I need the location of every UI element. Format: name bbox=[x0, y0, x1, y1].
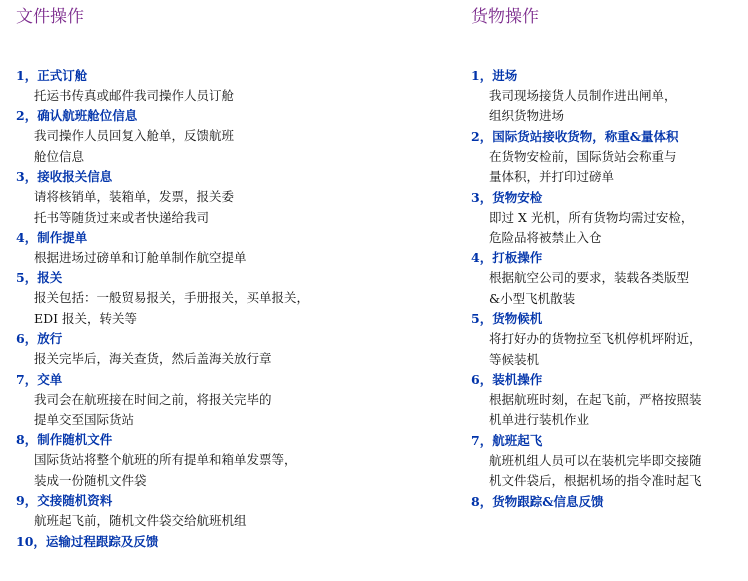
item-text: 我司会在航班接在时间之前，将报关完毕的 bbox=[34, 391, 272, 407]
item-title: 制作提单 bbox=[37, 230, 88, 246]
item-heading bbox=[471, 431, 741, 451]
list-item bbox=[16, 167, 336, 228]
item-number: 1， bbox=[471, 68, 493, 83]
item-number: 5， bbox=[471, 311, 493, 327]
item-heading bbox=[16, 532, 336, 552]
item-heading bbox=[16, 430, 336, 450]
item-title: 报关 bbox=[37, 270, 63, 286]
list-item bbox=[16, 66, 336, 106]
item-text: 根据航班时刻，在起飞前，严格按照装 bbox=[489, 392, 702, 408]
list-item bbox=[471, 309, 741, 370]
item-text: 根据进场过磅单和订舱单制作航空提单 bbox=[34, 250, 247, 266]
item-number: 7， bbox=[471, 432, 493, 448]
item-text: 机文件袋后，根据机场的指令准时起飞 bbox=[489, 473, 702, 489]
item-title: 进场 bbox=[492, 68, 518, 83]
item-number: 7， bbox=[16, 371, 38, 387]
item-text: 航班起飞前，随机文件袋交给航班机组 bbox=[34, 513, 247, 529]
item-number: 2， bbox=[471, 128, 493, 144]
list-item bbox=[16, 491, 336, 531]
item-text: 将打好办的货物拉至飞机停机坪附近， bbox=[489, 331, 702, 347]
item-text: &小型飞机散装 bbox=[489, 290, 576, 306]
item-number: 6， bbox=[471, 372, 493, 388]
item-heading bbox=[16, 329, 336, 349]
item-text: 装成一份随机文件袋 bbox=[34, 472, 147, 488]
item-text: 托运书传真或邮件我司操作人员订舱 bbox=[34, 88, 235, 103]
list-item bbox=[471, 66, 741, 127]
file-operations-column bbox=[16, 6, 336, 552]
list-item bbox=[16, 329, 336, 369]
item-text: 危险品将被禁止入仓 bbox=[489, 230, 602, 246]
item-heading bbox=[471, 248, 741, 268]
item-number: 3， bbox=[16, 169, 38, 185]
item-number: 5， bbox=[16, 270, 38, 286]
item-heading bbox=[471, 66, 741, 86]
list-item bbox=[471, 188, 741, 249]
cargo-operations-column bbox=[471, 6, 741, 512]
item-text: 根据航空公司的要求，装载各类版型 bbox=[489, 270, 690, 286]
item-text: 航班机组人员可以在装机完毕即交接随 bbox=[489, 452, 702, 468]
item-text: 即过 X 光机，所有货物均需过安检， bbox=[489, 209, 694, 225]
item-number: 2， bbox=[16, 108, 38, 124]
item-title: 制作随机文件 bbox=[37, 432, 113, 448]
item-text: 我司现场接货人员制作进出闸单， bbox=[489, 88, 677, 103]
item-text: 我司操作人员回复入舱单，反馈航班 bbox=[34, 128, 235, 144]
item-title: 接收报关信息 bbox=[37, 169, 113, 185]
item-text: 等候装机 bbox=[489, 351, 540, 367]
item-text: 托书等随货过来或者快递给我司 bbox=[34, 209, 210, 225]
item-text: 国际货站将整个航班的所有提单和箱单发票等， bbox=[34, 452, 297, 468]
item-number: 6， bbox=[16, 331, 38, 347]
item-text: 请将核销单，装箱单，发票，报关委 bbox=[34, 189, 235, 205]
item-heading bbox=[471, 188, 741, 208]
item-number: 10， bbox=[16, 533, 46, 549]
cargo-operations-title: 货物操作 bbox=[471, 7, 539, 27]
item-number: 4， bbox=[16, 230, 38, 246]
item-title: 货物安检 bbox=[492, 189, 543, 205]
item-title: 装机操作 bbox=[492, 372, 543, 388]
item-heading bbox=[16, 268, 336, 288]
item-heading bbox=[471, 127, 741, 147]
item-number: 9， bbox=[16, 493, 38, 509]
item-title: 正式订舱 bbox=[37, 68, 88, 83]
item-heading bbox=[471, 492, 741, 512]
item-text: 组织货物进场 bbox=[489, 108, 565, 124]
list-item bbox=[16, 106, 336, 167]
item-title: 货物跟踪&信息反馈 bbox=[492, 493, 604, 509]
item-number: 8， bbox=[16, 432, 38, 448]
item-heading bbox=[471, 370, 741, 390]
item-heading bbox=[16, 66, 336, 86]
item-heading bbox=[16, 167, 336, 187]
list-item bbox=[16, 228, 336, 268]
list-item bbox=[471, 370, 741, 431]
item-number: 8， bbox=[471, 493, 493, 509]
item-heading bbox=[16, 370, 336, 390]
list-item bbox=[16, 370, 336, 431]
item-text: 机单进行装机作业 bbox=[489, 412, 590, 428]
item-number: 1， bbox=[16, 68, 38, 83]
list-item bbox=[471, 492, 741, 512]
list-item bbox=[471, 248, 741, 309]
list-item bbox=[471, 127, 741, 188]
item-title: 打板操作 bbox=[492, 250, 543, 266]
item-text: 提单交至国际货站 bbox=[34, 412, 135, 428]
item-text: 报关包括：一般贸易报关，手册报关，买单报关， bbox=[34, 290, 310, 306]
list-item bbox=[16, 430, 336, 491]
file-operations-list bbox=[16, 66, 336, 552]
item-title: 放行 bbox=[37, 331, 63, 347]
list-item bbox=[16, 532, 336, 552]
item-title: 运输过程跟踪及反馈 bbox=[45, 533, 159, 549]
item-heading bbox=[16, 228, 336, 248]
item-number: 4， bbox=[471, 250, 493, 266]
item-title: 交单 bbox=[37, 371, 63, 387]
item-title: 货物候机 bbox=[492, 311, 543, 327]
item-text: 量体积，并打印过磅单 bbox=[489, 169, 615, 185]
item-text: EDI 报关，转关等 bbox=[34, 310, 138, 326]
item-text: 报关完毕后，海关查货，然后盖海关放行章 bbox=[34, 351, 272, 367]
item-heading bbox=[471, 309, 741, 329]
item-title: 航班起飞 bbox=[492, 432, 543, 448]
file-operations-title: 文件操作 bbox=[16, 7, 84, 27]
item-text: 舱位信息 bbox=[34, 148, 85, 164]
item-title: 国际货站接收货物，称重&量体积 bbox=[492, 128, 679, 144]
item-title: 确认航班舱位信息 bbox=[37, 108, 138, 124]
cargo-operations-list bbox=[471, 66, 741, 512]
list-item bbox=[471, 431, 741, 492]
item-text: 在货物安检前，国际货站会称重与 bbox=[489, 148, 677, 164]
item-number: 3， bbox=[471, 189, 493, 205]
item-heading bbox=[16, 106, 336, 126]
item-heading bbox=[16, 491, 336, 511]
list-item bbox=[16, 268, 336, 329]
item-title: 交接随机资料 bbox=[37, 493, 113, 509]
